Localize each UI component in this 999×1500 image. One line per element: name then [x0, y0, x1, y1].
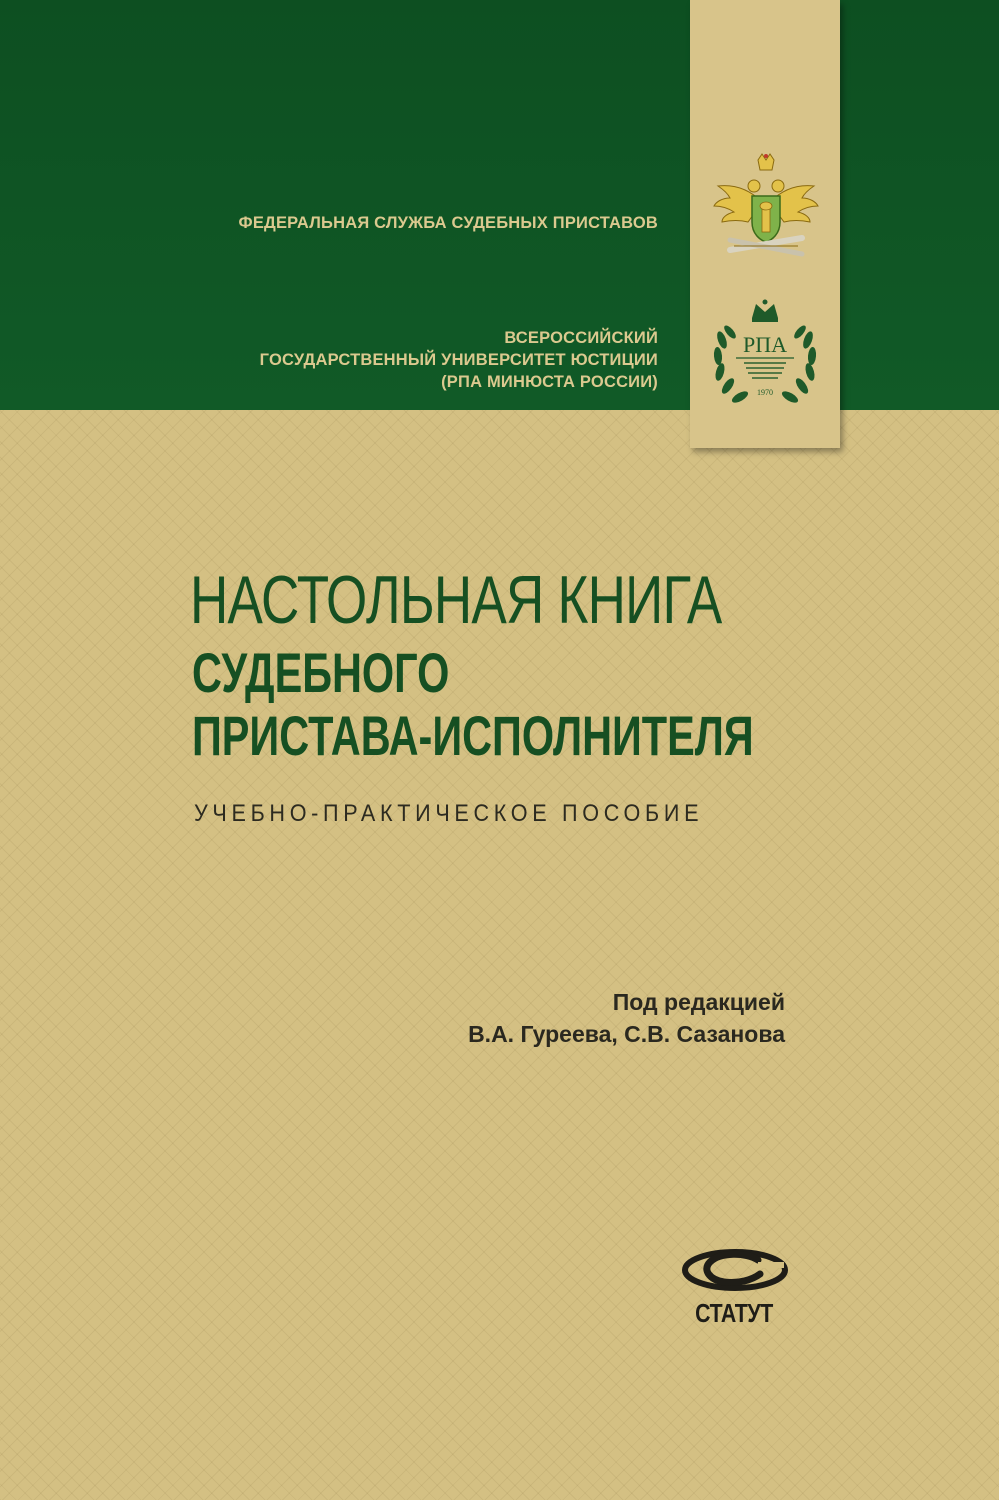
fssp-label: ФЕДЕРАЛЬНАЯ СЛУЖБА СУДЕБНЫХ ПРИСТАВОВ	[238, 214, 658, 232]
editors-block	[468, 986, 785, 1050]
publisher-name: СТАТУТ	[695, 1298, 773, 1328]
subtitle: УЧЕБНО-ПРАКТИЧЕСКОЕ ПОСОБИЕ	[194, 800, 704, 827]
rpa-monogram: РПА	[742, 332, 788, 357]
title-line-2: СУДЕБНОГО	[192, 641, 450, 704]
editors-names: В.А. Гуреева, С.В. Сазанова	[468, 1021, 785, 1047]
university-line-1: ВСЕРОССИЙСКИЙ	[504, 329, 658, 347]
title-line-3: ПРИСТАВА-ИСПОЛНИТЕЛЯ	[192, 704, 754, 767]
university-name	[260, 327, 658, 393]
title-line-1: НАСТОЛЬНАЯ КНИГА	[190, 562, 722, 638]
rpa-year: 1970	[757, 388, 773, 397]
laurel-wreath-crown-seal-icon	[708, 296, 822, 414]
fssp-name	[239, 212, 658, 234]
university-line-2: ГОСУДАРСТВЕННЫЙ УНИВЕРСИТЕТ ЮСТИЦИИ	[259, 351, 658, 369]
editors-label: Под редакцией	[612, 989, 785, 1015]
university-line-3: (РПА МИНЮСТА РОССИИ)	[441, 373, 658, 391]
double-headed-eagle-emblem-icon	[710, 150, 822, 270]
